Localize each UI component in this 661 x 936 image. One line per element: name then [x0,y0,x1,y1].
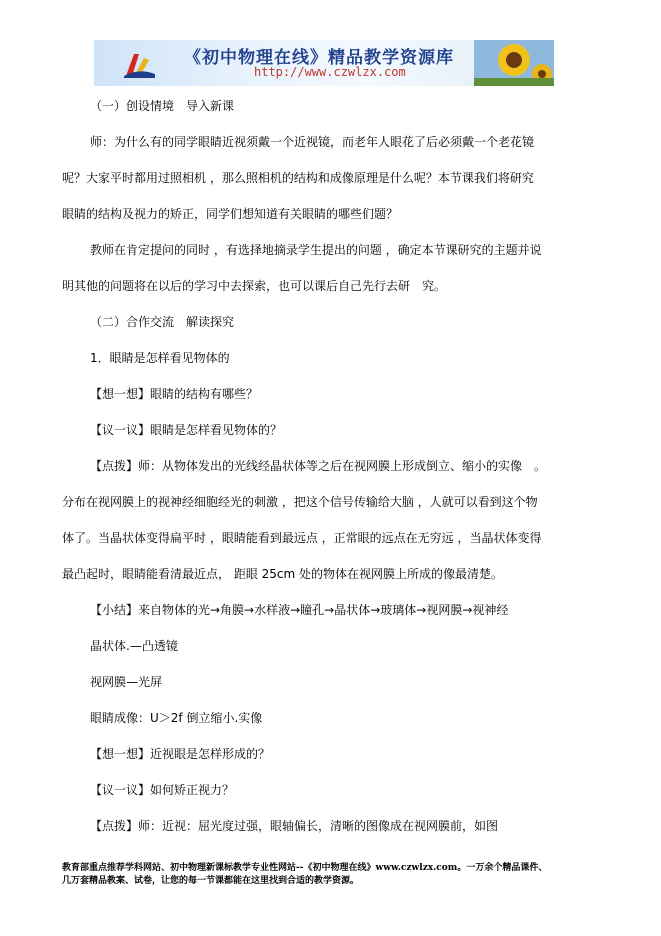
document-body [62,96,582,836]
sunflower-icon [474,40,554,86]
paragraph-line: 【点拨】师：从物体发出的光线经晶状体等之后在视网膜上形成倒立、缩小的实像 。 [90,459,547,473]
footer-line: 几万套精品教案、试卷，让您的每一节课都能在这里找到合适的教学资源。 [62,876,360,886]
paragraph-line: 分布在视网膜上的视神经细胞经光的刺激 ，把这个信号传输给大脑 ，人就可以看到这个物 [62,495,538,509]
question-line: 【议一议】如何矫正视力？ [90,783,235,797]
header-banner [94,40,554,86]
page-footer [62,862,602,888]
paragraph-line: 最凸起时，眼睛能看清最近点， 距眼 25cm 处的物体在视网膜上所成的像最清楚。 [62,567,504,581]
summary-line: 【小结】来自物体的光→角膜→水样液→瞳孔→晶状体→玻璃体→视网膜→视神经 [90,603,509,617]
question-line: 【议一议】眼睛是怎样看见物体的？ [90,423,283,437]
paragraph-line: 【点拨】师：近视：屈光度过强，眼轴偏长，清晰的图像成在视网膜前，如图 [90,819,499,833]
summary-line: 眼睛成像：U＞2f 倒立缩小.实像 [90,711,263,725]
paragraph-line: 体了。当晶状体变得扁平时 ，眼睛能看到最远点 ，正常眼的远点在无穷远 ，当晶状体变得 [62,531,542,545]
summary-line: 视网膜—光屏 [90,675,163,689]
question-line: 【想一想】眼睛的结构有哪些？ [90,387,259,401]
site-logo-icon [122,48,156,80]
site-title: 《初中物理在线》精品教学资源库 [184,48,454,68]
summary-line: 晶状体.—凸透镜 [90,639,178,653]
section-heading-2: （二）合作交流 解读探究 [90,315,235,329]
site-url: http://www.czwlzx.com [254,65,406,79]
paragraph-line: 眼睛的结构及视力的矫正，同学们想知道有关眼睛的哪些们题？ [62,207,399,221]
section-heading-1: （一）创设情境 导入新课 [90,99,235,113]
paragraph-line: 呢？大家平时都用过照相机 ，那么照相机的结构和成像原理是什么呢？本节课我们将研究 [62,171,534,185]
paragraph-line: 明其他的问题将在以后的学习中去探索，也可以课后自己先行去研 究。 [62,279,447,293]
footer-line: 教育部重点推荐学科网站、初中物理新课标教学专业性网站--《初中物理在线》www.czwlzx.com。一万余个精品课件、 [62,863,548,873]
question-line: 【想一想】近视眼是怎样形成的？ [90,747,271,761]
subheading: 1．眼睛是怎样看见物体的 [90,351,230,365]
paragraph-line: 师：为什么有的同学眼睛近视须戴一个近视镜，而老年人眼花了后必须戴一个老花镜 [90,135,535,149]
paragraph-line: 教师在肯定提问的同时 ，有选择地摘录学生提出的问题 ，确定本节课研究的主题并说 [90,243,542,257]
